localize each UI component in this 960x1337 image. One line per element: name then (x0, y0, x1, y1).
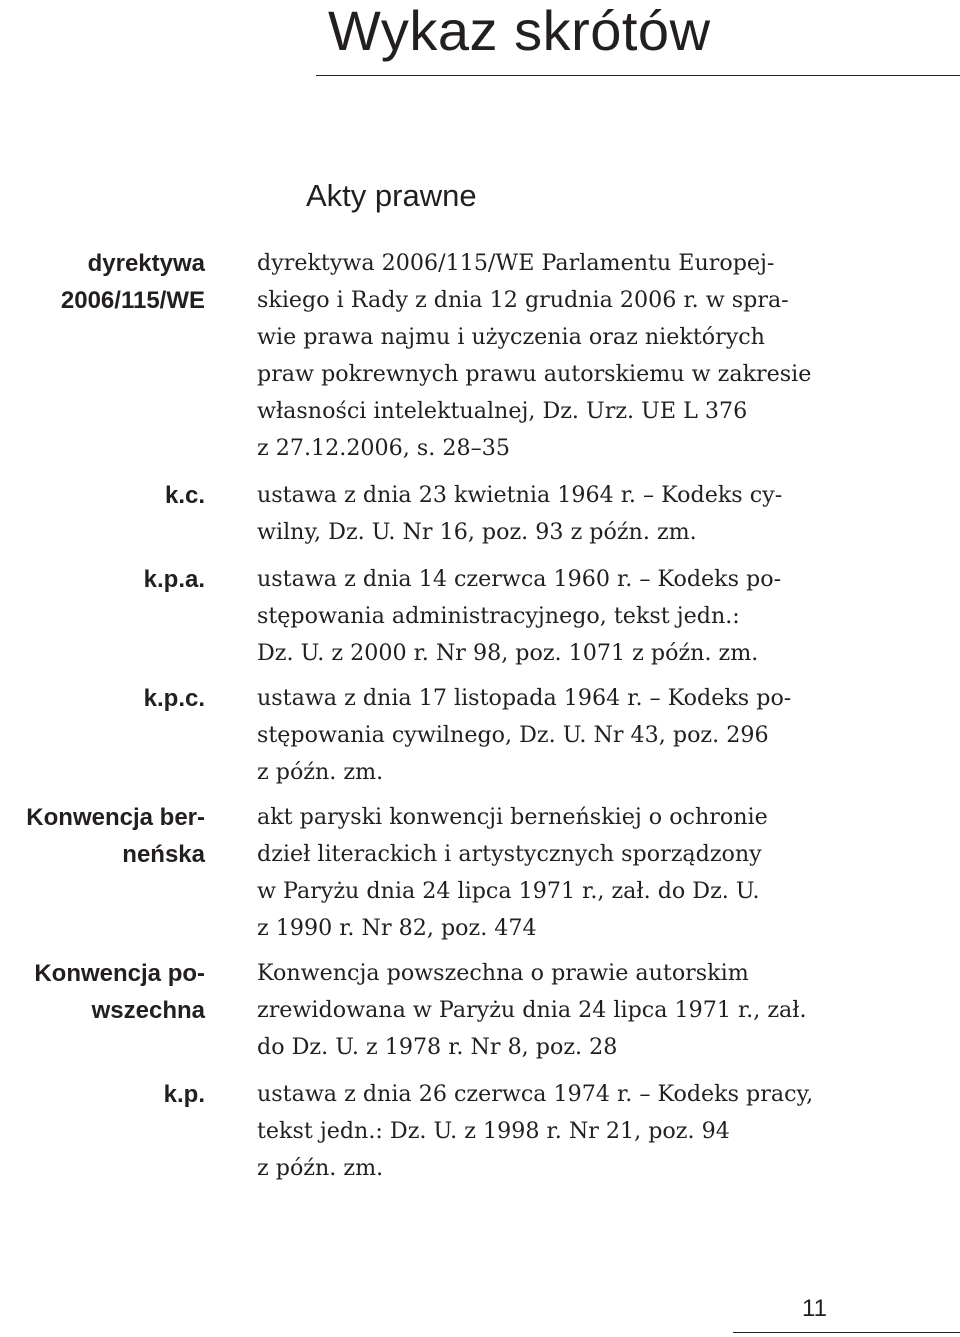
abbreviation-konwencja-powszechna (0, 955, 205, 1029)
abbreviation-line: k.p.a. (143, 566, 205, 593)
definition-line: akt paryski konwencji berneńskiej o ochronie (257, 804, 768, 830)
definition-line: stępowania administracyjnego, tekst jedn.: (257, 603, 740, 629)
abbreviation-konwencja-bernenska (0, 799, 205, 873)
abbreviation-line: 2006/115/WE (60, 287, 205, 314)
definition-line: własności intelektualnej, Dz. Urz. UE L 376 (257, 398, 748, 424)
definition-kpa (257, 561, 831, 672)
definition-line: z 27.12.2006, s. 28–35 (257, 435, 510, 461)
definition-konwencja-powszechna (257, 955, 831, 1066)
definition-line: ustawa z dnia 23 kwietnia 1964 r. – Kodeks cy- (257, 482, 783, 508)
definition-kp (257, 1076, 831, 1187)
abbreviation-line: Konwencja ber- (26, 804, 205, 831)
title-rule (316, 75, 960, 76)
definition-line: Konwencja powszechna o prawie autorskim (257, 960, 749, 986)
definition-line: z 1990 r. Nr 82, poz. 474 (257, 915, 537, 941)
abbreviation-line: k.p.c. (143, 685, 205, 712)
definition-line: w Paryżu dnia 24 lipca 1971 r., zał. do Dz. U. (257, 878, 760, 904)
definition-line: dzieł literackich i artystycznych sporządzony (257, 841, 762, 867)
abbreviation-line: wszechna (91, 997, 205, 1024)
abbreviation-line: neńska (122, 841, 205, 868)
section-heading: Akty prawne (306, 178, 477, 213)
definition-konwencja-bernenska (257, 799, 831, 947)
definition-line: z późn. zm. (257, 759, 384, 785)
abbreviation-line: k.c. (164, 482, 205, 509)
page-title: Wykaz skrótów (328, 0, 711, 62)
abbreviation-line: Konwencja po- (34, 960, 205, 987)
definition-line: ustawa z dnia 17 listopada 1964 r. – Kodeks po- (257, 685, 792, 711)
definition-line: z późn. zm. (257, 1155, 384, 1181)
definition-kpc (257, 680, 831, 791)
definition-line: wie prawa najmu i użyczenia oraz niektórych (257, 324, 765, 350)
definition-kc (257, 477, 831, 551)
abbreviation-line: k.p. (163, 1081, 205, 1108)
abbreviation-kp (0, 1076, 205, 1113)
page-number: 11 (802, 1295, 827, 1322)
definition-line: skiego i Rady z dnia 12 grudnia 2006 r. w spra- (257, 287, 789, 313)
definition-line: zrewidowana w Paryżu dnia 24 lipca 1971 r., zał. (257, 997, 807, 1023)
definition-line: stępowania cywilnego, Dz. U. Nr 43, poz. 296 (257, 722, 769, 748)
abbreviation-dyrektywa (0, 245, 205, 319)
definition-line: ustawa z dnia 26 czerwca 1974 r. – Kodeks pracy, (257, 1081, 814, 1107)
definition-line: do Dz. U. z 1978 r. Nr 8, poz. 28 (257, 1034, 618, 1060)
abbreviation-kc (0, 477, 205, 514)
abbreviation-kpc (0, 680, 205, 717)
abbreviation-line: dyrektywa (87, 250, 205, 277)
definition-line: praw pokrewnych prawu autorskiemu w zakresie (257, 361, 812, 387)
definition-line: wilny, Dz. U. Nr 16, poz. 93 z późn. zm. (257, 519, 697, 545)
definition-dyrektywa (257, 245, 831, 467)
footer-rule (733, 1332, 960, 1333)
definition-line: Dz. U. z 2000 r. Nr 98, poz. 1071 z późn. zm. (257, 640, 759, 666)
definition-line: dyrektywa 2006/115/WE Parlamentu Europej- (257, 250, 775, 276)
definition-line: ustawa z dnia 14 czerwca 1960 r. – Kodeks po- (257, 566, 782, 592)
abbreviation-kpa (0, 561, 205, 598)
definition-line: tekst jedn.: Dz. U. z 1998 r. Nr 21, poz. 94 (257, 1118, 730, 1144)
